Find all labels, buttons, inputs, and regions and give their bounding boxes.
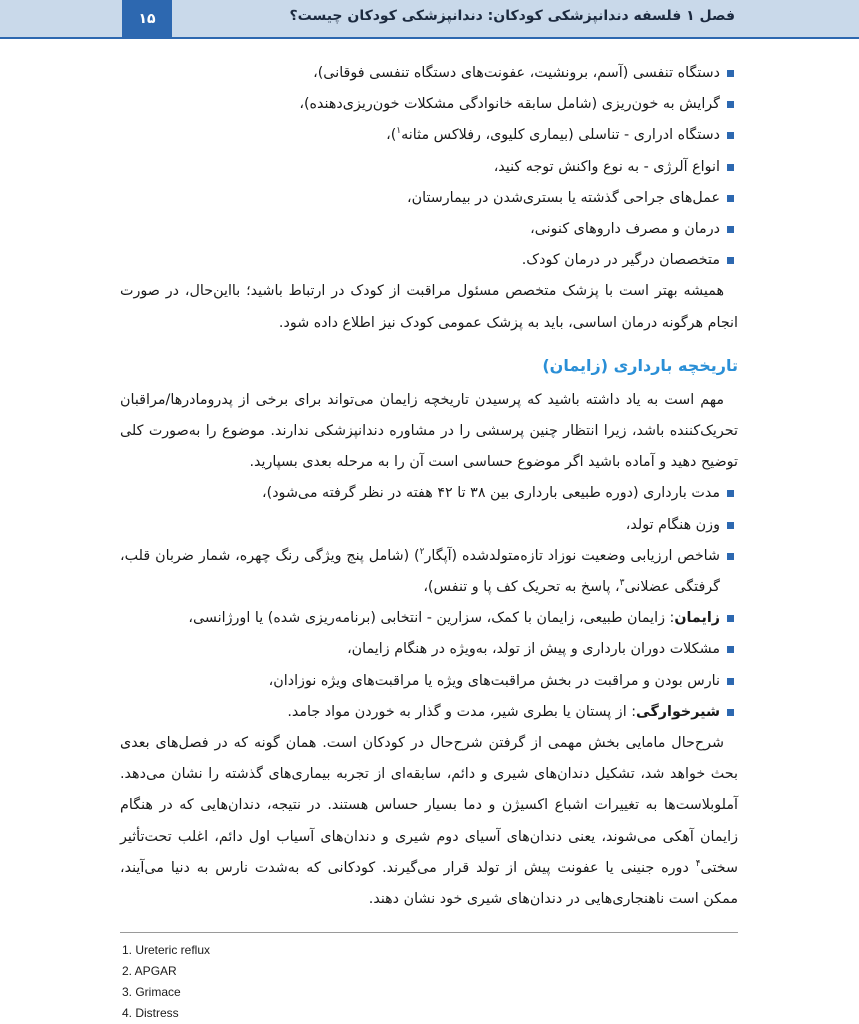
paragraph: شرح‌حال مامایی بخش مهمی از گرفتن شرح‌حال در کودکان است. همان گونه که در فصل‌های بعدی بحث خواهد شد، تشکیل دندان‌های شیری و دائم، سابقه‌ای از تجربه بیماری‌های گذشته را نشان می‌دهد. آملوبلاست‌ها به تغییرات اشباع اکسیژن و دما بسیار حساس هستند. در نتیجه، دندان‌هایی که در هنگام زایمان آهکی می‌شوند، یعنی دندان‌های آسیای دوم شیری و دندان‌های آسیاب اول دائم، اغلب تحت‌تأثیر سختی$^۴$ دوره جنینی یا عفونت پیش از تولد قرار می‌گیرند. کودکانی که به‌شدت نارس به دنیا می‌آیند، ممکن است ناهنجاری‌هایی در دندان‌های شیری خود نشان دهند. (120, 735, 738, 908)
list-item: درمان و مصرف داروهای کنونی، (120, 214, 738, 245)
footnote-ref: ۱ (396, 126, 402, 137)
bold-term: زایمان (674, 610, 720, 627)
page-header (0, 0, 859, 39)
square-bullet-icon (727, 257, 734, 264)
square-bullet-icon (727, 709, 734, 716)
list-item: عمل‌های جراحی گذشته یا بستری‌شدن در بیمارستان، (120, 183, 738, 214)
footnote-ref: ۲ (419, 547, 425, 558)
list-item: گرایش به خون‌ریزی (شامل سابقه خانوادگی مشکلات خون‌ریزی‌دهنده)، (120, 89, 738, 120)
list-item: دستگاه تنفسی (آسم، برونشیت، عفونت‌های دستگاه تنفسی فوقانی)، (120, 58, 738, 89)
list-item: انواع آلرژی - به نوع واکنش توجه کنید، (120, 152, 738, 183)
footnote-ref: ۳ (619, 578, 625, 589)
footnote-divider (120, 932, 738, 933)
list-item: دستگاه ادراری - تناسلی (بیماری کلیوی، رفلاکس مثانه$^۱$)، (120, 120, 738, 151)
paragraph: همیشه بهتر است با پزشک متخصص مسئول مراقبت از کودک در ارتباط باشید؛ بااین‌حال، در صورت انجام هرگونه درمان اساسی، باید به پزشک عمومی کودک نیز اطلاع داده شود. (120, 283, 738, 331)
square-bullet-icon (727, 678, 734, 685)
page-number: ۱۵ (122, 0, 172, 37)
paragraph: مهم است به یاد داشته باشید که پرسیدن تاریخچه زایمان می‌تواند برای برخی از پدرومادرها/مراقبان تحریک‌کننده باشد، زیرا انتظار چنین پرسشی را در مشاوره دندانپزشکی ندارند. موضوع را به‌صورت کلی توضیح دهید و آماده باشید اگر موضوع حساسی است آن را به مرحله بعدی بسپارید. (120, 391, 738, 471)
square-bullet-icon (727, 646, 734, 653)
square-bullet-icon (727, 615, 734, 622)
square-bullet-icon (727, 70, 734, 77)
list-item: نارس بودن و مراقبت در بخش مراقبت‌های ویژه یا مراقبت‌های ویژه نوزادان، (120, 666, 738, 697)
footnotes (122, 940, 522, 1024)
section-heading: تاریخچه بارداری (زایمان) (542, 355, 738, 375)
medical-history-list (120, 58, 738, 276)
footnote: 1. Ureteric reflux (122, 943, 211, 957)
square-bullet-icon (727, 101, 734, 108)
footnote: 2. APGAR (122, 964, 177, 978)
footnote-ref: ۴ (695, 859, 701, 870)
list-item: زایمان: زایمان طبیعی، زایمان با کمک، سزارین - انتخابی (برنامه‌ریزی شده) یا اورژانسی، (120, 603, 738, 634)
square-bullet-icon (727, 226, 734, 233)
list-item: مدت بارداری (دوره طبیعی بارداری بین ۳۸ تا ۴۲ هفته در نظر گرفته می‌شود)، (120, 478, 738, 509)
chapter-title: فصل ۱ فلسفه دندانپزشکی کودکان: دندانپزشکی کودکان چیست؟ (289, 8, 735, 24)
square-bullet-icon (727, 164, 734, 171)
list-item: متخصصان درگیر در درمان کودک. (120, 245, 738, 276)
list-item: شیرخوارگی: از پستان یا بطری شیر، مدت و گذار به خوردن مواد جامد. (120, 697, 738, 728)
footnote: 3. Grimace (122, 985, 181, 999)
square-bullet-icon (727, 490, 734, 497)
square-bullet-icon (727, 132, 734, 139)
pregnancy-history-list (120, 478, 738, 728)
bold-term: شیرخوارگی (636, 703, 720, 720)
footnote: 4. Distress (122, 1006, 179, 1020)
square-bullet-icon (727, 195, 734, 202)
list-item: وزن هنگام تولد، (120, 510, 738, 541)
list-item: شاخص ارزیابی وضعیت نوزاد تازه‌متولدشده (آپگار$^۲$) (شامل پنج ویژگی رنگ چهره، شمار ضربان قلب، گرفتگی عضلانی$^۳$، پاسخ به تحریک کف پا و تنفس)، (120, 541, 738, 603)
list-item: مشکلات دوران بارداری و پیش از تولد، به‌ویژه در هنگام زایمان، (120, 634, 738, 665)
square-bullet-icon (727, 553, 734, 560)
page-content (120, 58, 738, 915)
square-bullet-icon (727, 522, 734, 529)
